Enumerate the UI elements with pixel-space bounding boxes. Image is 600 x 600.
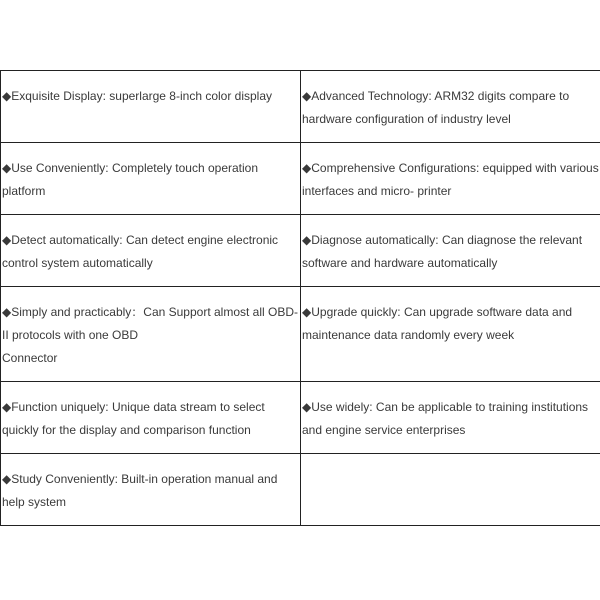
feature-text: ◆Use Conveniently: Completely touch operation platform xyxy=(2,161,259,198)
feature-text: ◆Exquisite Display: superlarge 8-inch color display xyxy=(2,89,273,103)
empty-cell xyxy=(301,454,600,526)
feature-cell xyxy=(1,71,301,143)
table-row xyxy=(1,287,600,382)
feature-text: ◆Simply and practicably：Can Support almost all OBD-II protocols with one OBD Connector xyxy=(2,305,299,365)
features-table xyxy=(0,70,600,526)
table-row xyxy=(1,143,600,215)
feature-cell xyxy=(301,215,600,287)
feature-cell xyxy=(1,215,301,287)
feature-text: ◆Upgrade quickly: Can upgrade software data and maintenance data randomly every week xyxy=(302,305,573,342)
feature-cell xyxy=(1,287,301,382)
feature-cell xyxy=(1,382,301,454)
feature-text: ◆Comprehensive Configurations: equipped with various interfaces and micro- printer xyxy=(302,161,599,198)
feature-text: ◆Study Conveniently: Built-in operation manual and help system xyxy=(2,472,278,509)
feature-text: ◆Detect automatically: Can detect engine electronic control system automatically xyxy=(2,233,279,270)
feature-cell xyxy=(301,382,600,454)
table-row xyxy=(1,454,600,526)
feature-cell xyxy=(1,454,301,526)
feature-cell xyxy=(1,143,301,215)
feature-cell xyxy=(301,143,600,215)
feature-cell xyxy=(301,71,600,143)
table-row xyxy=(1,382,600,454)
feature-text: ◆Use widely: Can be applicable to training institutions and engine service enterprises xyxy=(302,400,589,437)
feature-text: ◆Advanced Technology: ARM32 digits compare to hardware configuration of industry level xyxy=(302,89,570,126)
table-row xyxy=(1,215,600,287)
table-row xyxy=(1,71,600,143)
feature-text: ◆Diagnose automatically: Can diagnose the relevant software and hardware automatically xyxy=(302,233,583,270)
feature-text: ◆Function uniquely: Unique data stream to select quickly for the display and comparison function xyxy=(2,400,265,437)
feature-cell xyxy=(301,287,600,382)
